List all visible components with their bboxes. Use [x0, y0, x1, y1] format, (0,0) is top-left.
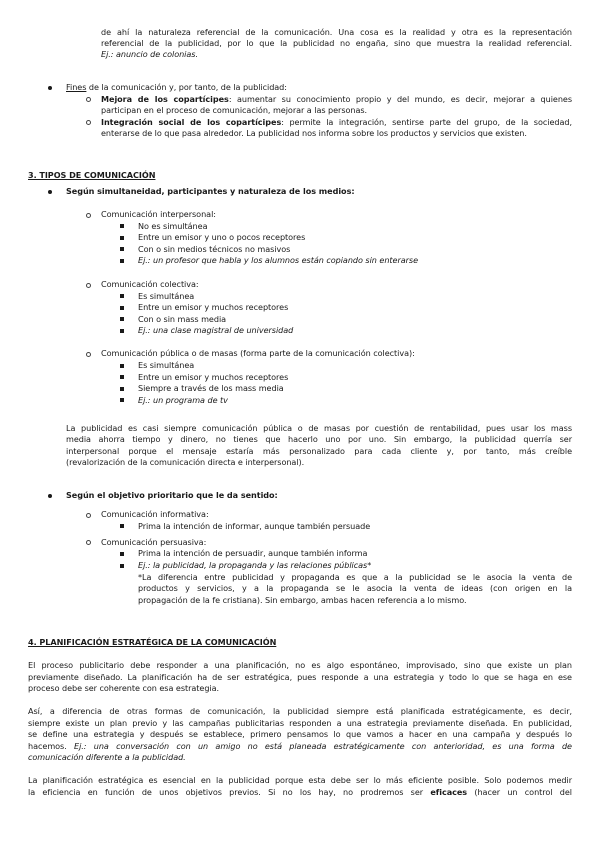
informativa-label: Comunicación informativa:	[101, 509, 209, 519]
type-interpersonal-item: No es simultánea	[138, 221, 208, 231]
type-interpersonal-item: Entre un emisor y uno o pocos receptores	[138, 232, 306, 242]
type-publica-item: Siempre a través de los mass media	[138, 383, 284, 393]
fines-item-2-line2: enterarse de lo que pasa alrededor. La publicidad nos informa sobre los productos y servicios que existen.	[101, 128, 527, 138]
bullet-dot	[48, 494, 52, 498]
bullet-square	[120, 564, 124, 568]
bullet-square	[120, 552, 124, 556]
persuasiva-note-line: productos y servicios, y a la propaganda se le asocia la venta de ideas (con origen en la	[138, 583, 572, 593]
section-3-paragraph-line: media ahorra tiempo y dinero, no tienes que hacerlo uno por uno. Sin embargo, la publicidad querría ser	[66, 434, 572, 444]
bullet-square	[120, 364, 124, 368]
fines-label: Fines	[66, 82, 87, 92]
bullet-square	[120, 387, 124, 391]
section-4-p3-line	[28, 787, 572, 798]
bullet-square	[120, 375, 124, 379]
bullet-circle	[86, 283, 91, 288]
section-4-p3-line: La planificación estratégica es esencial en la publicidad porque esta debe ser lo más eficiente posible. Solo podemos medir	[28, 775, 572, 785]
fines-item-1-line2: participan en el proceso de comunicación, mejorar a las personas.	[101, 105, 368, 115]
criterion-2: Según el objetivo prioritario que le da sentido:	[66, 490, 278, 500]
section-3-paragraph-line: interpersonal porque el mensaje estaría más personalizado para cada cliente y, por tanto, más creíble	[66, 446, 572, 456]
type-publica-example: Ej.: un programa de tv	[138, 395, 228, 405]
type-colectiva-item: Con o sin mass media	[138, 314, 227, 324]
section-4-p2-start: hacemos.	[28, 741, 75, 751]
section-3-paragraph-line: La publicidad es casi siempre comunicación pública o de masas por cuestión de rentabilidad, pues usar los mass	[66, 423, 572, 433]
type-interpersonal-item: Con o sin medios técnicos no masivos	[138, 244, 291, 254]
bullet-square	[120, 294, 124, 298]
intro-line-1: de ahí la naturaleza referencial de la comunicación. Una cosa es la realidad y otra es la representación	[101, 27, 572, 37]
section-4-p2-line: Así, a diferencia de otras formas de comunicación, la publicidad siempre está planificada estratégicamente, es decir,	[28, 706, 572, 716]
bullet-circle	[86, 352, 91, 357]
type-interpersonal-label: Comunicación interpersonal:	[101, 209, 216, 219]
type-publica-label: Comunicación pública o de masas (forma parte de la comunicación colectiva):	[101, 348, 415, 358]
section-3-paragraph-line: (revalorización de la comunicación directa e interpersonal).	[66, 457, 305, 467]
section-4-p1-line: previamente diseñado. La planificación ha de ser estratégica, pues responde a una estrategia y todo lo que se haga en ese	[28, 672, 572, 682]
fines-line	[66, 82, 287, 93]
bullet-dot	[48, 86, 52, 90]
type-publica-item: Es simultánea	[138, 360, 195, 370]
persuasiva-note-line: propagación de la fe cristiana). Sin embargo, ambas hacen referencia a lo mismo.	[138, 595, 467, 605]
bullet-square	[120, 236, 124, 240]
section-4-p2-example: Ej.: una conversación con un amigo no está planeada estratégicamente con anterioridad, es una forma de	[74, 741, 572, 751]
bullet-square	[120, 259, 124, 263]
bullet-circle	[86, 513, 91, 518]
section-4-p3-bold: eficaces	[430, 787, 468, 797]
section-4-p3-end: (hacer un control del	[467, 787, 572, 797]
persuasiva-label: Comunicación persuasiva:	[101, 537, 207, 547]
bullet-square	[120, 524, 124, 528]
fines-item-2	[101, 117, 572, 128]
bullet-square	[120, 329, 124, 333]
section-4-p2-line: siempre existe un plan previo y las campañas publicitarias responden a una estrategia previamente diseñada. En publicidad,	[28, 718, 572, 728]
type-colectiva-label: Comunicación colectiva:	[101, 279, 199, 289]
section-4-p1-line: El proceso publicitario debe responder a una planificación, no es algo espontáneo, improvisado, sino que existe un plan	[28, 660, 572, 670]
bullet-square	[120, 317, 124, 321]
section-4-p2-line: se define una estrategia y después se establece, primero pensamos lo que vamos a hacer en una campaña y después lo	[28, 729, 572, 739]
section-3-heading: 3. TIPOS DE COMUNICACIÓN	[28, 170, 156, 180]
bullet-square	[120, 224, 124, 228]
section-4-p3-start: la eficiencia en función de unos objetivos previos. Si no los hay, no prodremos ser	[28, 787, 431, 797]
type-interpersonal-example: Ej.: un profesor que habla y los alumnos están copiando sin enterarse	[138, 255, 419, 265]
section-4-p1-line: proceso debe ser coherente con esa estrategia.	[28, 683, 220, 693]
fines-item-2-title: Integración social de los copartícipes	[101, 117, 282, 127]
bullet-square	[120, 247, 124, 251]
bullet-square	[120, 306, 124, 310]
bullet-circle	[86, 97, 91, 102]
bullet-square	[120, 398, 124, 402]
intro-example: Ej.: anuncio de colonias.	[101, 49, 198, 59]
bullet-circle	[86, 120, 91, 125]
section-4-heading: 4. PLANIFICACIÓN ESTRATÉGICA DE LA COMUNICACIÓN	[28, 637, 277, 647]
fines-item-2-rest: : permite la integración, sentirse parte del grupo, de la sociedad,	[281, 117, 572, 127]
informativa-item: Prima la intención de informar, aunque también persuade	[138, 521, 371, 531]
type-colectiva-item: Entre un emisor y muchos receptores	[138, 302, 289, 312]
section-4-p2-line	[28, 741, 572, 752]
type-publica-item: Entre un emisor y muchos receptores	[138, 372, 289, 382]
bullet-circle	[86, 540, 91, 545]
bullet-circle	[86, 213, 91, 218]
criterion-1: Según simultaneidad, participantes y naturaleza de los medios:	[66, 186, 355, 196]
intro-line-2: referencial de la publicidad, por lo que la publicidad no engaña, sino que muestra la realidad referencial.	[101, 38, 572, 48]
section-4-p2-example-end: comunicación diferente a la publicidad.	[28, 752, 186, 762]
fines-item-1	[101, 94, 572, 105]
fines-item-1-title: Mejora de los copartícipes	[101, 94, 229, 104]
fines-item-1-rest: : aumentar su conocimiento propio y del mundo, es decir, mejorar a quienes	[228, 94, 572, 104]
bullet-dot	[48, 190, 52, 194]
type-colectiva-item: Es simultánea	[138, 291, 195, 301]
persuasiva-example: Ej.: la publicidad, la propaganda y las relaciones públicas*	[138, 560, 372, 570]
fines-rest: de la comunicación y, por tanto, de la publicidad:	[86, 82, 287, 92]
persuasiva-note-line: *La diferencia entre publicidad y propaganda es que a la publicidad se le asocia la venta de	[138, 572, 572, 582]
persuasiva-item: Prima la intención de persuadir, aunque también informa	[138, 548, 368, 558]
type-colectiva-example: Ej.: una clase magistral de universidad	[138, 325, 294, 335]
